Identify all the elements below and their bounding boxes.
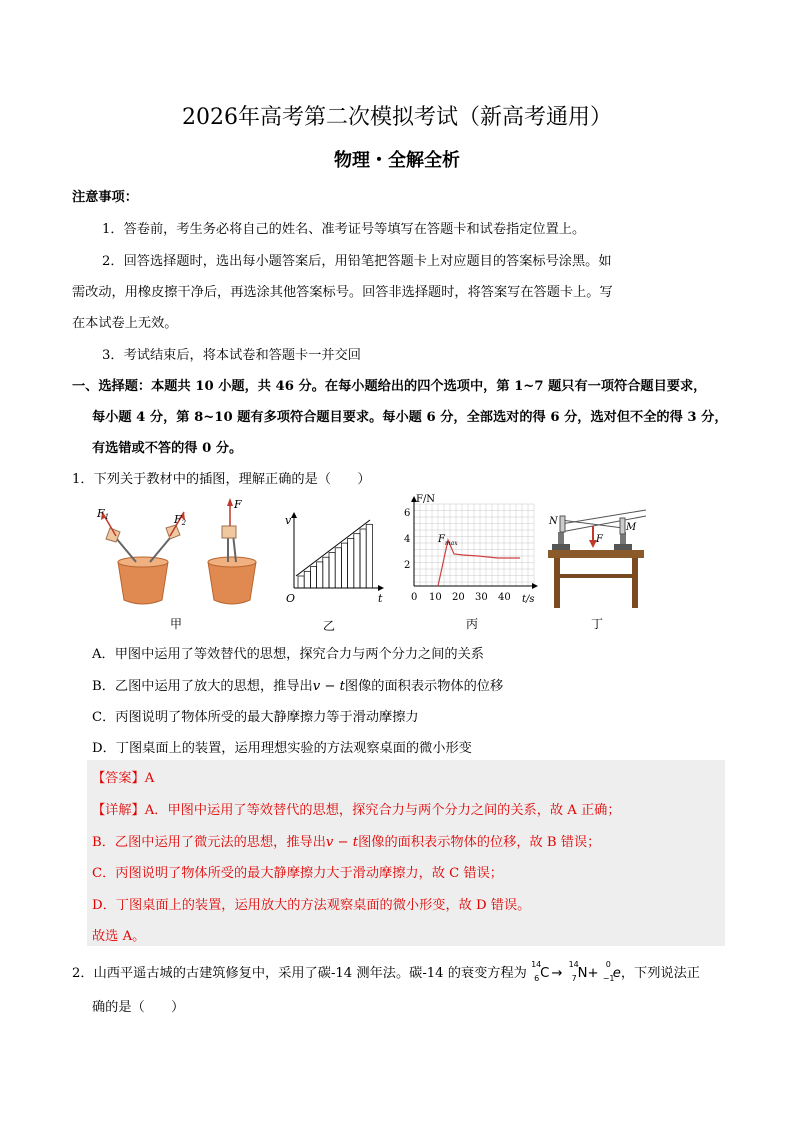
x-tick-0: 0 [411,592,418,603]
notes-heading: 注意事项： [72,190,138,205]
answer-detail-C: C．丙图说明了物体所受的最大静摩擦力大于滑动摩擦力，故 C 错误； [92,866,503,881]
staircase-bar [335,548,341,588]
figure-jia [96,498,256,604]
figure-ding [548,510,646,608]
page-subtitle: 物理・全解全析 [334,150,460,171]
staircase-bar [348,538,354,588]
x-tick-30: 30 [475,592,488,603]
answer-detail-B: B．乙图中运用了微元法的思想，推导出v − t图像的面积表示物体的位移，故 B 错误； [92,835,601,850]
q1-stem: 1．下列关于教材中的插图，理解正确的是（ ） [72,472,371,487]
answer-detail-D: D．丁图桌面上的装置，运用放大的方法观察桌面的微小形变，故 D 错误。 [92,898,531,913]
x-tick-40: 40 [498,592,511,603]
staircase-bar [323,557,329,588]
x-tick-20: 20 [452,592,465,603]
y-tick-2: 2 [404,560,411,571]
notes-item-1: 1．答卷前，考生务必将自己的姓名、准考证号等填写在答题卡和试卷指定位置上。 [102,222,586,237]
label-M: M [626,522,637,533]
q1-option-B: B．乙图中运用了放大的思想，推导出v − t图像的面积表示物体的位移 [92,679,504,694]
origin-label: O [286,592,296,605]
staircase-bars [298,524,372,588]
staircase-bar [304,571,310,588]
q1-option-A: A．甲图中运用了等效替代的思想，探究合力与两个分力之间的关系 [92,647,484,662]
decay-equation: 14 6 C → 14 7 N+ 0 −1 e [531,960,621,983]
q1-figure-strip [88,490,648,638]
label-F: F [234,498,242,511]
y-tick-4: 4 [404,534,411,545]
notes-item-2-line-3: 在本试卷上无效。 [72,316,178,331]
staircase-bar [341,543,347,588]
staircase-bar [298,576,304,588]
figure-label-ding: 丁 [591,617,604,631]
notes-item-3: 3．考试结束后，将本试卷和答题卡一并交回 [102,348,361,363]
label-F1: F1 [97,507,110,521]
figure-label-jia: 甲 [170,617,183,631]
page-title: 2026年高考第二次模拟考试（新高考通用） [182,105,612,130]
answer-conclusion: 故选 A。 [92,929,146,944]
notes-item-2-line-2: 需改动，用橡皮擦干净后，再选涂其他答案标号。回答非选择题时，将答案写在答题卡上。写 [72,285,613,300]
label-N: N [549,516,558,527]
axis-label-v: v [285,514,292,527]
staircase-bar [360,529,366,588]
q1-option-D: D．丁图桌面上的装置，运用理想实验的方法观察桌面的微小形变 [92,741,472,756]
answer-box [87,760,725,946]
graph-grid [414,504,534,586]
figure-bing [404,494,538,605]
answer-detail-A: 【详解】A．甲图中运用了等效替代的思想，探究合力与两个分力之间的关系，故 A 正确； [92,803,621,818]
figure-yi [285,512,384,605]
label-F2: F2 [174,513,187,527]
staircase-bar [329,553,335,589]
section-1-line-2: 每小题 4 分，第 8~10 题有多项符合题目要求。每小题 6 分，全部选对的得 6 分，选对但不全的得 3 分， [92,410,728,425]
axis-label-t: t [378,592,383,605]
section-1-line-3: 有选错或不答的得 0 分。 [92,441,243,456]
staircase-bar [310,567,316,588]
staircase-bar [354,534,360,588]
staircase-bar [317,562,323,588]
q2-stem-line-2: 确的是（ ） [92,1000,185,1015]
figure-label-bing: 丙 [466,617,479,631]
x-tick-10: 10 [429,592,442,603]
y-tick-6: 6 [404,508,411,519]
label-F-table: F [596,534,603,545]
figure-label-yi: 乙 [323,619,336,633]
q1-option-C: C．丙图说明了物体所受的最大静摩擦力等于滑动摩擦力 [92,710,419,725]
staircase-bar [366,524,372,588]
label-Fmax: $F_{max}$ [438,534,458,547]
notes-item-2-line-1: 2．回答选择题时，选出每小题答案后，用铅笔把答题卡上对应题目的答案标号涂黑。如 [102,254,612,269]
axis-label-ts: t/s [522,594,535,605]
answer-label: 【答案】A [92,771,155,786]
axis-label-FN: F/N [416,494,436,505]
q2-stem-line-1: 2．山西平遥古城的古建筑修复中，采用了碳-14 测年法。碳-14 的衰变方程为 14 6 C → 14 7 N+ 0 −1 e，下列说法正 [72,960,700,983]
section-1-line-1: 一、选择题：本题共 10 小题，共 46 分。在每小题给出的四个选项中，第 1~7 题只有一项符合题目要求， [72,379,707,394]
